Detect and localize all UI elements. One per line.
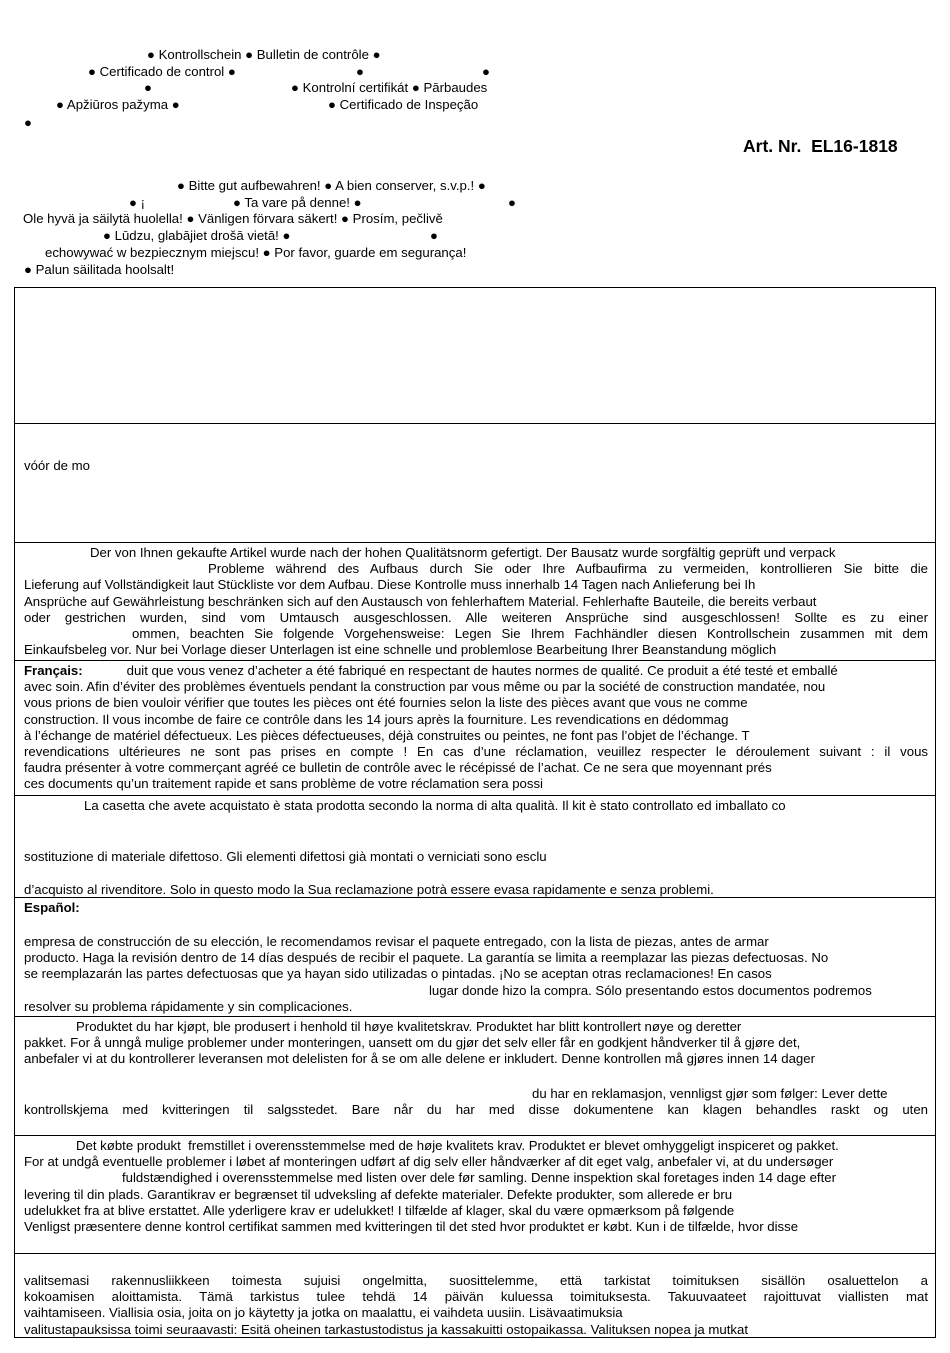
text-line: sostituzione di materiale difettoso. Gli elementi difettosi già montati o verniciati sono esclu	[24, 849, 547, 864]
text-line: d’acquisto al rivenditore. Solo in questo modo la Sua reclamazione potrà essere evasa rapidamente e senza problemi.	[24, 882, 714, 897]
control-title-line: ● Apžiūros pažyma ●	[56, 97, 180, 112]
text-line: vous prions de bien vouloir vérifier que toutes les pièces ont été fournies selon la liste des pièces avant que vous ne comme	[24, 695, 748, 711]
section-divider	[14, 1135, 936, 1136]
section-divider	[14, 1016, 936, 1017]
text-line: Produktet du har kjøpt, ble produsert i henhold til høye kvalitetskrav. Produktet har blitt kontrollert nøye og deretter	[76, 1019, 742, 1034]
text-line: vaihtamiseen. Viallisia osia, joita on jo käytetty ja jotka on maalattu, ei vaihdeta uusiin. Lisävaatimuksia	[24, 1305, 623, 1321]
text-line: Einkaufsbeleg vor. Nur bei Vorlage dieser Unterlagen ist eine schnelle und problemlose Bearbeitung Ihrer Beanstandung möglich	[24, 642, 777, 658]
section-nl	[24, 458, 928, 474]
keep-safe-line: ● Lūdzu, glabājiet drošā vietā! ●	[103, 228, 291, 243]
text-line: du har en reklamasjon, vennligst gjør som følger: Lever dette	[532, 1086, 888, 1101]
text-line: levering til din plads. Garantikrav er begrænset til udveksling af defekte materialer. Defekte produkter, som allerede er bru	[24, 1186, 733, 1202]
text-line: avec soin. Afin d’éviter des problèmes éventuels pendant la construction par vous même ou par la société de construction mandatée, nou	[24, 679, 826, 695]
section-it-end	[24, 882, 928, 898]
text-line: kokoamisen aloittamista. Tämä tarkistus tulee tehdä 14 päivän kuluessa toimituksesta. Takuuvaateet rajoittuvat viallisten mat	[24, 1289, 928, 1305]
control-title-line: ● Kontrollschein ● Bulletin de contrôle ●	[147, 47, 381, 62]
section-label: Español:	[24, 900, 80, 915]
text-line: vóór de mo	[24, 458, 90, 473]
text-line: Ansprüche auf Gewährleistung beschränken sich auf den Austausch von fehlerhaftem Material. Fehlerhafte Bauteile, die bereits verbaut	[24, 593, 817, 609]
section-divider	[14, 795, 936, 796]
section-fr	[24, 663, 928, 793]
keep-safe-line: ● Palun säilitada hoolsalt!	[24, 262, 175, 277]
text-line: anbefaler vi at du kontrollerer leveransen mot delelisten for å se om alle delene er inkludert. Denne kontrollen må gjøres innen 14 dager	[24, 1051, 815, 1067]
article-number: Art. Nr. EL16-1818	[743, 136, 898, 156]
keep-safe-line: ● Bitte gut aufbewahren! ● A bien conserver, s.v.p.! ●	[177, 178, 486, 193]
section-divider	[14, 660, 936, 661]
control-title-line: ● Certificado de control ●	[88, 64, 236, 79]
text-line: faudra présenter à votre commerçant agréé ce bulletin de contrôle avec le récépissé de l’achat. Ce ne sera que moyennant prés	[24, 760, 772, 776]
text-line	[24, 663, 928, 679]
keep-safe-line: ●	[508, 195, 516, 210]
text-line: Venligst præsentere denne kontrol certifikat sammen med kvitteringen til det sted hvor produktet er købt. Kun i de tilfælde, hvor disse	[24, 1218, 799, 1234]
section-divider	[14, 423, 936, 424]
text-line: oder gestrichen wurden, sind vom Umtausch ausgeschlossen. Alle weiteren Ansprüche sind ausgeschlossen! Sollte es zu einer	[24, 609, 928, 625]
text-line: empresa de construcción de su elección, le recomendamos revisar el paquete entregado, con la lista de piezas, antes de armar	[24, 934, 769, 949]
control-title-line: ●	[144, 80, 152, 95]
control-title-line: ●	[24, 115, 32, 130]
section-label: Français:	[24, 663, 83, 678]
keep-safe-line: Ole hyvä ja säilytä huolella! ● Vänligen förvara säkert! ● Prosím, pečlivě	[23, 211, 443, 226]
section-divider	[14, 1253, 936, 1254]
section-no-end	[24, 1086, 928, 1118]
text-line: valitsemasi rakennusliikkeen toimesta sujuisi ongelmitta, suosittelemme, että tarkistat toimituksen sisällön osaluettelon a	[24, 1273, 928, 1288]
section-es	[24, 900, 928, 916]
section-fi	[24, 1273, 928, 1338]
text-line: Probleme während des Aufbaus durch Sie oder Ihre Aufbaufirma zu vermeiden, kontrollieren Sie bitte die	[208, 561, 928, 577]
section-de	[24, 545, 928, 658]
section-no	[24, 1019, 928, 1068]
text-line: pakket. For å unngå mulige problemer under monteringen, uansett om du gjør det selv eller får en godkjent håndverker til å gjøre det,	[24, 1035, 801, 1051]
text-line: Lieferung auf Vollständigkeit laut Stückliste vor dem Aufbau. Diese Kontrolle muss innerhalb 14 Tagen nach Anlieferung bei Ih	[24, 577, 756, 593]
text-line: La casetta che avete acquistato è stata prodotta secondo la norma di alta qualità. Il kit è stato controllato ed imballato co	[84, 798, 786, 813]
text-line: Der von Ihnen gekaufte Artikel wurde nach der hohen Qualitätsnorm gefertigt. Der Bausatz wurde sorgfältig geprüft und verpack	[90, 545, 836, 560]
section-es-body	[24, 934, 928, 1015]
text-line: udelukket fra at blive erstattet. Alle yderligere krav er udelukket! I tilfælde af klager, skal du være opmærksom på følgende	[24, 1202, 735, 1218]
section-it	[24, 798, 928, 814]
text-line: lugar donde hizo la compra. Sólo presentando estos documentos podremos	[429, 982, 872, 998]
keep-safe-line: ● Ta vare på denne! ●	[233, 195, 362, 210]
text-line: fuldstændighed i overensstemmelse med listen over dele før samling. Denne inspektion skal foretages inden 14 dage efter	[122, 1170, 836, 1186]
text-line: ces documents qu’un traitement rapide et sans problème de votre réclamation sera possi	[24, 776, 543, 792]
section-divider	[14, 542, 936, 543]
text-line: construction. Il vous incombe de faire ce contrôle dans les 14 jours après la fourniture. Les revendications en dédommag	[24, 711, 729, 727]
keep-safe-line: ● ¡	[129, 195, 146, 210]
text-line: valitustapauksissa toimi seuraavasti: Esitä oheinen tarkastustodistus ja kassakuitti ostopaikassa. Valituksen nopea ja mutkat	[24, 1321, 748, 1337]
text-line: For at undgå eventuelle problemer i løbet af monteringen udført af dig selv eller håndværker af dit eget valg, anbefaler vi, at du undersøger	[24, 1154, 834, 1170]
keep-safe-line: ●	[430, 228, 438, 243]
text-line: ommen, beachten Sie folgende Vorgehensweise: Legen Sie Ihrem Fachhändler diesen Kontrollschein zusammen mit dem	[132, 625, 928, 641]
section-da	[24, 1138, 928, 1235]
text-line: à l’échange de matériel défectueux. Les pièces défectueuses, déjà construites ou peintes, ne font pas l’objet de l’échange. T	[24, 727, 750, 743]
text-line: revendications ultérieures ne sont pas prises en compte ! En cas d’une réclamation, veuillez respecter le déroulement suivant : il vous	[24, 743, 928, 759]
text-fragment: duit que vous venez d’acheter a été fabriqué en respectant de hautes normes de qualité. Ce produit a été testé et emballé	[126, 663, 838, 678]
text-line: Det købte produkt fremstillet i overensstemmelse med de høje kvalitets krav. Produktet er blevet omhyggeligt inspiceret og pakket.	[76, 1138, 839, 1153]
text-line: resolver su problema rápidamente y sin complicaciones.	[24, 998, 353, 1014]
keep-safe-line: echowywać w bezpiecznym miejscu! ● Por favor, guarde em segurança!	[45, 245, 467, 260]
control-title-line: ● Certificado de Inspeção	[328, 97, 479, 112]
text-line: producto. Haga la revisión dentro de 14 días después de recibir el paquete. La garantía se limita a reemplazar las piezas defectuosas. No	[24, 950, 829, 966]
control-title-line: ●	[482, 64, 490, 79]
text-line: se reemplazarán las partes defectuosas que ya hayan sido utilizadas o pintadas. ¡No se aceptan otras reclamaciones! En casos	[24, 966, 772, 982]
control-title-line: ●	[356, 64, 364, 79]
section-it-cont	[24, 849, 928, 865]
control-title-line: ● Kontrolní certifikát ● Pārbaudes	[291, 80, 488, 95]
text-line: kontrollskjema med kvitteringen til salgsstedet. Bare når du har med disse dokumentene kan klagen behandles raskt og uten	[24, 1102, 928, 1118]
